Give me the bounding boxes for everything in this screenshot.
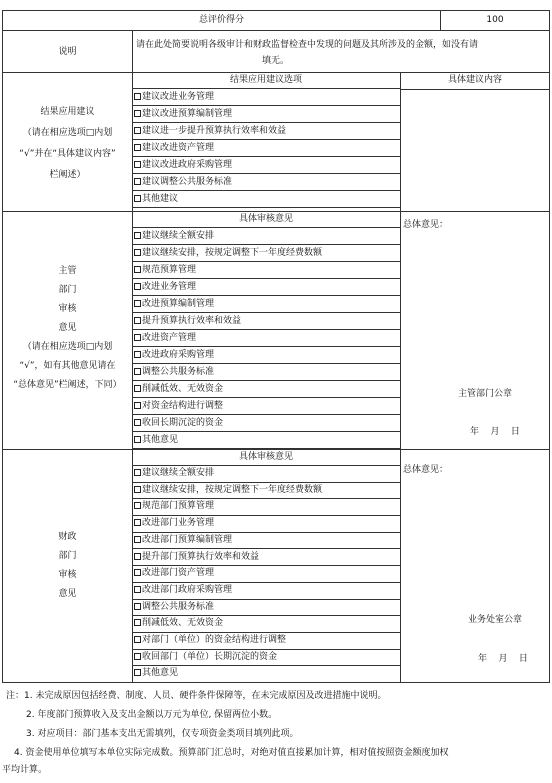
checkbox-icon[interactable] [134,586,141,593]
footnote-1: 注：1. 未完成原因包括经费、制度、人员、硬件条件保障等，在未完成原因及改进措施中说明。 [6,691,387,701]
description-label: 说明 [58,47,77,57]
checkbox-icon[interactable] [134,385,141,392]
checkbox-icon[interactable] [134,178,141,185]
dept-option-label: 改进预算编制管理 [142,299,215,309]
finance-option-label: 收回部门（单位）长期沉淀的资金 [142,651,278,662]
checkbox-icon[interactable] [134,536,141,543]
checkbox-icon[interactable] [134,334,141,341]
dept-option-row[interactable] [132,347,400,364]
dept-left-text [2,262,133,395]
dept-left-line: “总体意见”栏阐述，下同） [13,380,122,390]
finance-date: 年 月 日 [478,654,528,664]
results-content-cell[interactable] [400,72,550,212]
dept-option-label: 改进政府采购管理 [142,350,215,360]
dept-option-row[interactable] [132,432,400,449]
dept-option-label: 调整公共服务标准 [142,367,215,377]
footnote-4: 4. 资金使用单位填写本单位实际完成数。预算部门汇总时，对绝对值直接累加计算，相对值按照资金额度加权 [14,748,449,758]
finance-option-row[interactable] [132,566,400,583]
description-text-cell[interactable] [132,30,550,73]
dept-option-row[interactable] [132,415,400,432]
checkbox-icon[interactable] [134,317,141,324]
checkbox-icon[interactable] [134,486,141,493]
results-option-row[interactable] [132,191,400,208]
finance-option-row[interactable] [132,533,400,550]
results-option-row[interactable] [132,123,400,140]
dept-option-label: 改进资产管理 [142,333,197,343]
dept-overall-cell[interactable] [400,211,550,450]
finance-option-row[interactable] [132,550,400,567]
checkbox-icon[interactable] [134,300,141,307]
finance-option-label: 其他意见 [142,668,179,679]
dept-option-row[interactable] [132,313,400,330]
dept-option-label: 削减低效、无效资金 [142,384,224,394]
checkbox-icon[interactable] [134,653,141,660]
finance-option-row[interactable] [132,666,400,683]
finance-option-label: 对部门（单位）的资金结构进行调整 [142,635,287,645]
checkbox-icon[interactable] [134,603,141,610]
checkbox-icon[interactable] [134,368,141,375]
dept-left-line: 主管 [58,266,77,276]
checkbox-icon[interactable] [134,93,141,100]
checkbox-icon[interactable] [134,436,141,443]
finance-left-line: 意见 [58,589,77,599]
checkbox-icon[interactable] [134,402,141,409]
finance-option-label: 削减低效、无效资金 [142,618,224,629]
results-option-label: 建议调整公共服务标准 [142,177,233,187]
results-option-label: 建议改进业务管理 [142,92,215,102]
dept-overall-label: 总体意见： [403,220,449,230]
dept-option-row[interactable] [132,364,400,381]
results-option-label: 建议改进政府采购管理 [142,160,233,170]
dept-left-line: “√”，如有其他意见请在 [19,361,116,371]
checkbox-icon[interactable] [134,110,141,117]
total-score-value: 100 [486,15,504,25]
results-option-label: 建议改进预算编制管理 [142,109,233,119]
finance-option-row[interactable] [132,499,400,516]
results-left-line: （请在相应选项□内划 [22,128,113,138]
results-left-text [2,102,133,186]
checkbox-icon[interactable] [134,161,141,168]
finance-option-label: 改进部门业务管理 [142,518,215,529]
finance-option-row[interactable] [132,466,400,483]
dept-option-label: 提升预算执行效率和效益 [142,316,242,326]
finance-option-row[interactable] [132,583,400,600]
dept-option-row[interactable] [132,398,400,415]
results-left-line: 结果应用建议 [40,107,95,117]
results-option-row[interactable] [132,106,400,123]
dept-option-row[interactable] [132,245,400,262]
dept-option-row[interactable] [132,296,400,313]
dept-option-row[interactable] [132,262,400,279]
checkbox-icon[interactable] [134,419,141,426]
results-option-row[interactable] [132,140,400,157]
results-option-row[interactable] [132,157,400,174]
dept-option-row[interactable] [132,279,400,296]
dept-opinions-header [132,211,400,228]
results-left-line: 栏阐述） [49,170,86,180]
checkbox-icon[interactable] [134,636,141,643]
checkbox-icon[interactable] [134,569,141,576]
finance-option-label: 改进部门资产管理 [142,568,215,579]
checkbox-icon[interactable] [134,351,141,358]
finance-option-label: 提升部门预算执行效率和效益 [142,551,260,562]
results-content-header: 具体建议内容 [447,75,502,85]
finance-option-label: 改进部门政府采购管理 [142,584,233,595]
checkbox-icon[interactable] [134,232,141,239]
checkbox-icon[interactable] [134,619,141,626]
dept-option-label: 其他意见 [142,435,179,445]
finance-option-label: 建议继续安排，按规定调整下一年度经费数额 [142,484,323,495]
finance-overall-cell[interactable] [400,449,550,683]
checkbox-icon[interactable] [134,266,141,273]
dept-option-label: 规范预算管理 [142,265,197,275]
results-option-label: 建议进一步提升预算执行效率和效益 [142,126,287,136]
finance-option-label: 改进部门预算编制管理 [142,534,233,545]
dept-left-line: 意见 [58,323,77,333]
finance-option-label: 调整公共服务标准 [142,601,215,612]
finance-option-row[interactable] [132,650,400,667]
footnote-3: 3. 对应项目：部门基本支出无需填列，仅专项资金类项目填列此项。 [26,729,299,739]
results-option-label: 其他建议 [142,194,179,204]
finance-opinions-header [132,449,400,466]
finance-left-line: 财政 [58,532,77,542]
results-options-header-label: 结果应用建议选项 [229,75,302,85]
footnote-5: 平均计算。 [2,765,48,775]
dept-opinions-header-label: 具体审核意见 [238,214,293,224]
checkbox-icon[interactable] [134,502,141,509]
results-option-row[interactable] [132,174,400,191]
results-option-label: 建议改进资产管理 [142,143,215,153]
results-content-divider [400,89,550,90]
checkbox-icon[interactable] [134,127,141,134]
dept-option-row[interactable] [132,330,400,347]
results-option-row[interactable] [132,89,400,106]
finance-option-label: 规范部门预算管理 [142,501,215,512]
checkbox-icon[interactable] [134,283,141,290]
dept-option-row[interactable] [132,228,400,245]
finance-left-line: 部门 [58,551,77,561]
finance-overall-label: 总体意见： [403,465,449,475]
dept-option-row[interactable] [132,381,400,398]
results-left-line: “√”并在“具体建议内容” [19,149,116,159]
finance-left-text [2,528,133,604]
checkbox-icon[interactable] [134,553,141,560]
footnote-2: 2. 年度部门预算收入及支出金额以万元为单位, 保留两位小数。 [26,710,278,720]
results-options-header [132,72,400,89]
dept-option-label: 改进业务管理 [142,282,197,292]
finance-option-row[interactable] [132,516,400,533]
checkbox-icon[interactable] [134,669,141,676]
checkbox-icon[interactable] [134,469,141,476]
description-text-line1: 请在此处简要说明各级审计和财政监督检查中发现的问题及其所涉及的金额，如没有请 [136,40,479,50]
checkbox-icon[interactable] [134,249,141,256]
dept-option-label: 建议继续全额安排 [142,231,215,241]
finance-option-row[interactable] [132,616,400,633]
dept-left-line: 审核 [58,304,77,314]
checkbox-icon[interactable] [134,144,141,151]
dept-option-label: 收回长期沉淀的资金 [142,418,224,428]
description-text-line2: 填无。 [262,56,290,66]
dept-seal-label: 主管部门公章 [458,389,513,399]
finance-option-row[interactable] [132,600,400,617]
finance-option-row[interactable] [132,483,400,500]
dept-option-label: 对资金结构进行调整 [142,401,224,411]
finance-seal-label: 业务处室公章 [468,615,523,625]
finance-opinions-header-label: 具体审核意见 [238,452,293,462]
dept-date: 年 月 日 [470,427,520,437]
total-score-label: 总评价得分 [198,15,244,25]
dept-left-line: 部门 [58,285,77,295]
dept-option-label: 建议继续安排，按规定调整下一年度经费数额 [142,248,323,258]
checkbox-icon[interactable] [134,519,141,526]
finance-option-row[interactable] [132,633,400,650]
finance-left-line: 审核 [58,570,77,580]
finance-option-label: 建议继续全额安排 [142,468,215,478]
dept-left-line: （请在相应选项□内划 [22,342,113,352]
checkbox-icon[interactable] [134,195,141,202]
